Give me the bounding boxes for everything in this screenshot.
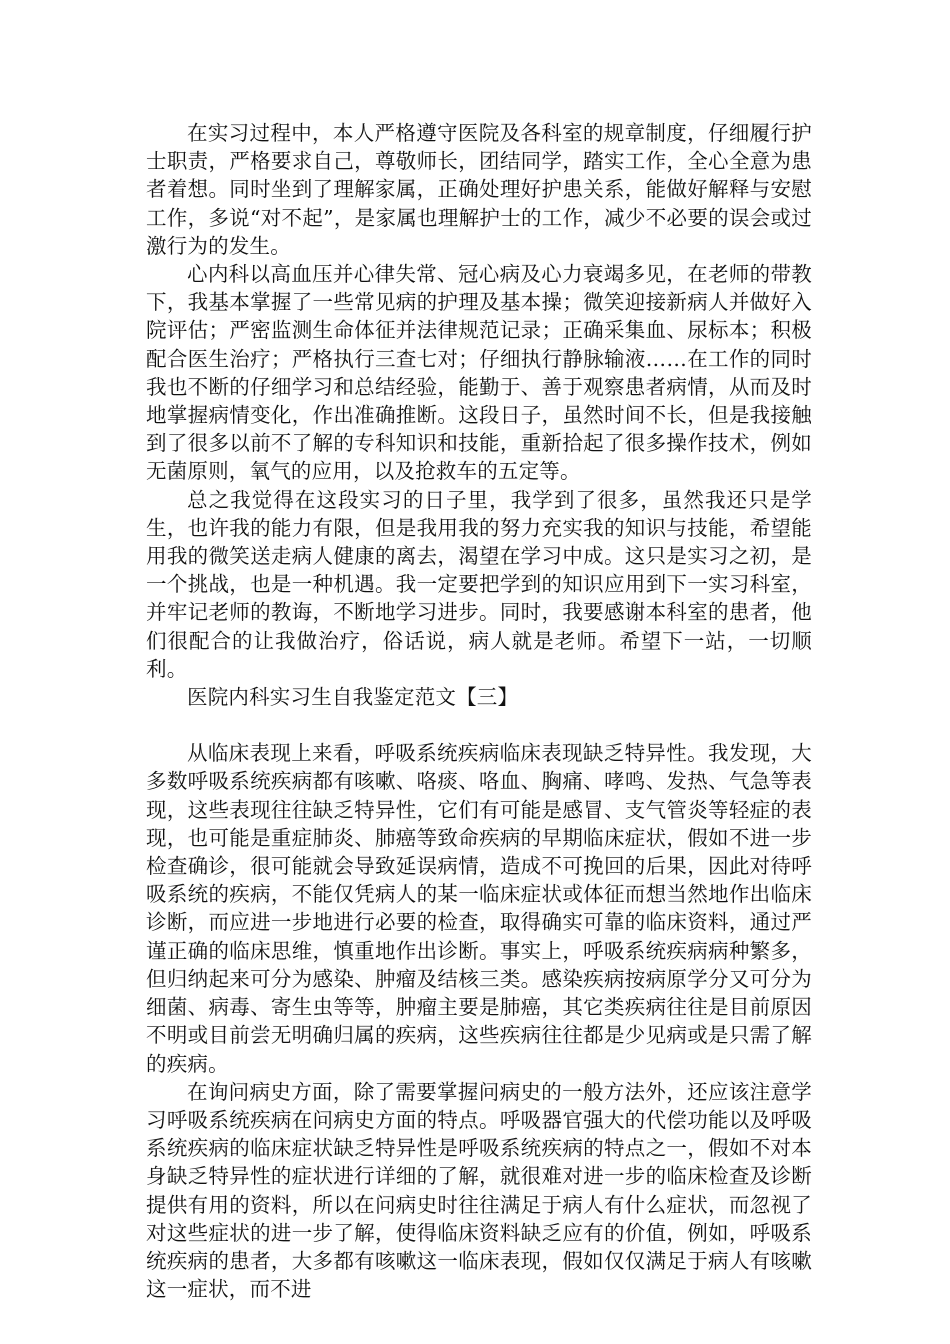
document-body: [146, 119, 812, 1303]
paragraph-cardiology-work: 心内科以高血压并心律失常、冠心病及心力衰竭多见，在老师的带教下，我基本掌握了一些常见病的护理及基本操；微笑迎接新病人并做好入院评估；严密监测生命体征并法律规范记录；正确采集血、尿标本；积极配合医生治疗；严格执行三查七对；仔细执行静脉输液……在工作的同时我也不断的仔细学习和总结经验，能勤于、善于观察患者病情，从而及时地掌握病情变化，作出准确推断。这段日子，虽然时间不长，但是我接触到了很多以前不了解的专科知识和技能，重新拾起了很多操作技术，例如无菌原则，氧气的应用，以及抢救车的五定等。: [146, 262, 812, 484]
section-heading: 医院内科实习生自我鉴定范文【三】: [187, 685, 519, 710]
paragraph-clinical-presentation: 从临床表现上来看，呼吸系统疾病临床表现缺乏特异性。我发现，大多数呼吸系统疾病都有咳嗽、咯痰、咯血、胸痛、哮鸣、发热、气急等表现，这些表现往往缺乏特异性，它们有可能是感冒、支气管炎等轻症的表现，也可能是重症肺炎、肺癌等致命疾病的早期临床症状，假如不进一步检查确诊，很可能就会导致延误病情，造成不可挽回的后果，因此对待呼吸系统的疾病，不能仅凭病人的某一临床症状或体征而想当然地作出临床诊断，而应进一步地进行必要的检查，取得确实可靠的临床资料，通过严谨正确的临床思维，慎重地作出诊断。事实上，呼吸系统疾病病种繁多，但归纳起来可分为感染、肿瘤及结核三类。感染疾病按病原学分又可分为细菌、病毒、寄生虫等等，肿瘤主要是肺癌，其它类疾病往往是目前原因不明或目前尝无明确归属的疾病，这些疾病往往都是少见病或是只需了解的疾病。: [146, 741, 812, 1076]
paragraph-summary: 总之我觉得在这段实习的日子里，我学到了很多，虽然我还只是学生，也许我的能力有限，但是我用我的努力充实我的知识与技能，希望能用我的微笑送走病人健康的离去，渴望在学习中成。这只是实习之初，是一个挑战，也是一种机遇。我一定要把学到的知识应用到下一实习科室，并牢记老师的教诲，不断地学习进步。同时，我要感谢本科室的患者，他们很配合的让我做治疗，俗话说，病人就是老师。希望下一站，一切顺利。: [146, 487, 812, 681]
blank-line: [146, 711, 812, 739]
paragraph-history-taking: 在询问病史方面，除了需要掌握问病史的一般方法外，还应该注意学习呼吸系统疾病在问病史方面的特点。呼吸器官强大的代偿功能以及呼吸系统疾病的临床症状缺乏特异性是呼吸系统疾病的特点之一，假如不对本身缺乏特异性的症状进行详细的了解，就很难对进一步的临床检查及诊断提供有用的资料，所以在问病史时往往满足于病人有什么症状，而忽视了对这些症状的进一步了解，使得临床资料缺乏应有的价值，例如，呼吸系统疾病的患者，大多都有咳嗽这一临床表现，假如仅仅满足于病人有咳嗽这一症状，而不进: [146, 1079, 812, 1302]
paragraph-internship-conduct: 在实习过程中，本人严格遵守医院及各科室的规章制度，仔细履行护士职责，严格要求自己，尊敬师长，团结同学，踏实工作，全心全意为患者着想。同时坐到了理解家属，正确处理好护患关系，能做好解释与安慰工作，多说“对不起”，是家属也理解护士的工作，减少不必要的误会或过激行为的发生。: [146, 121, 812, 258]
